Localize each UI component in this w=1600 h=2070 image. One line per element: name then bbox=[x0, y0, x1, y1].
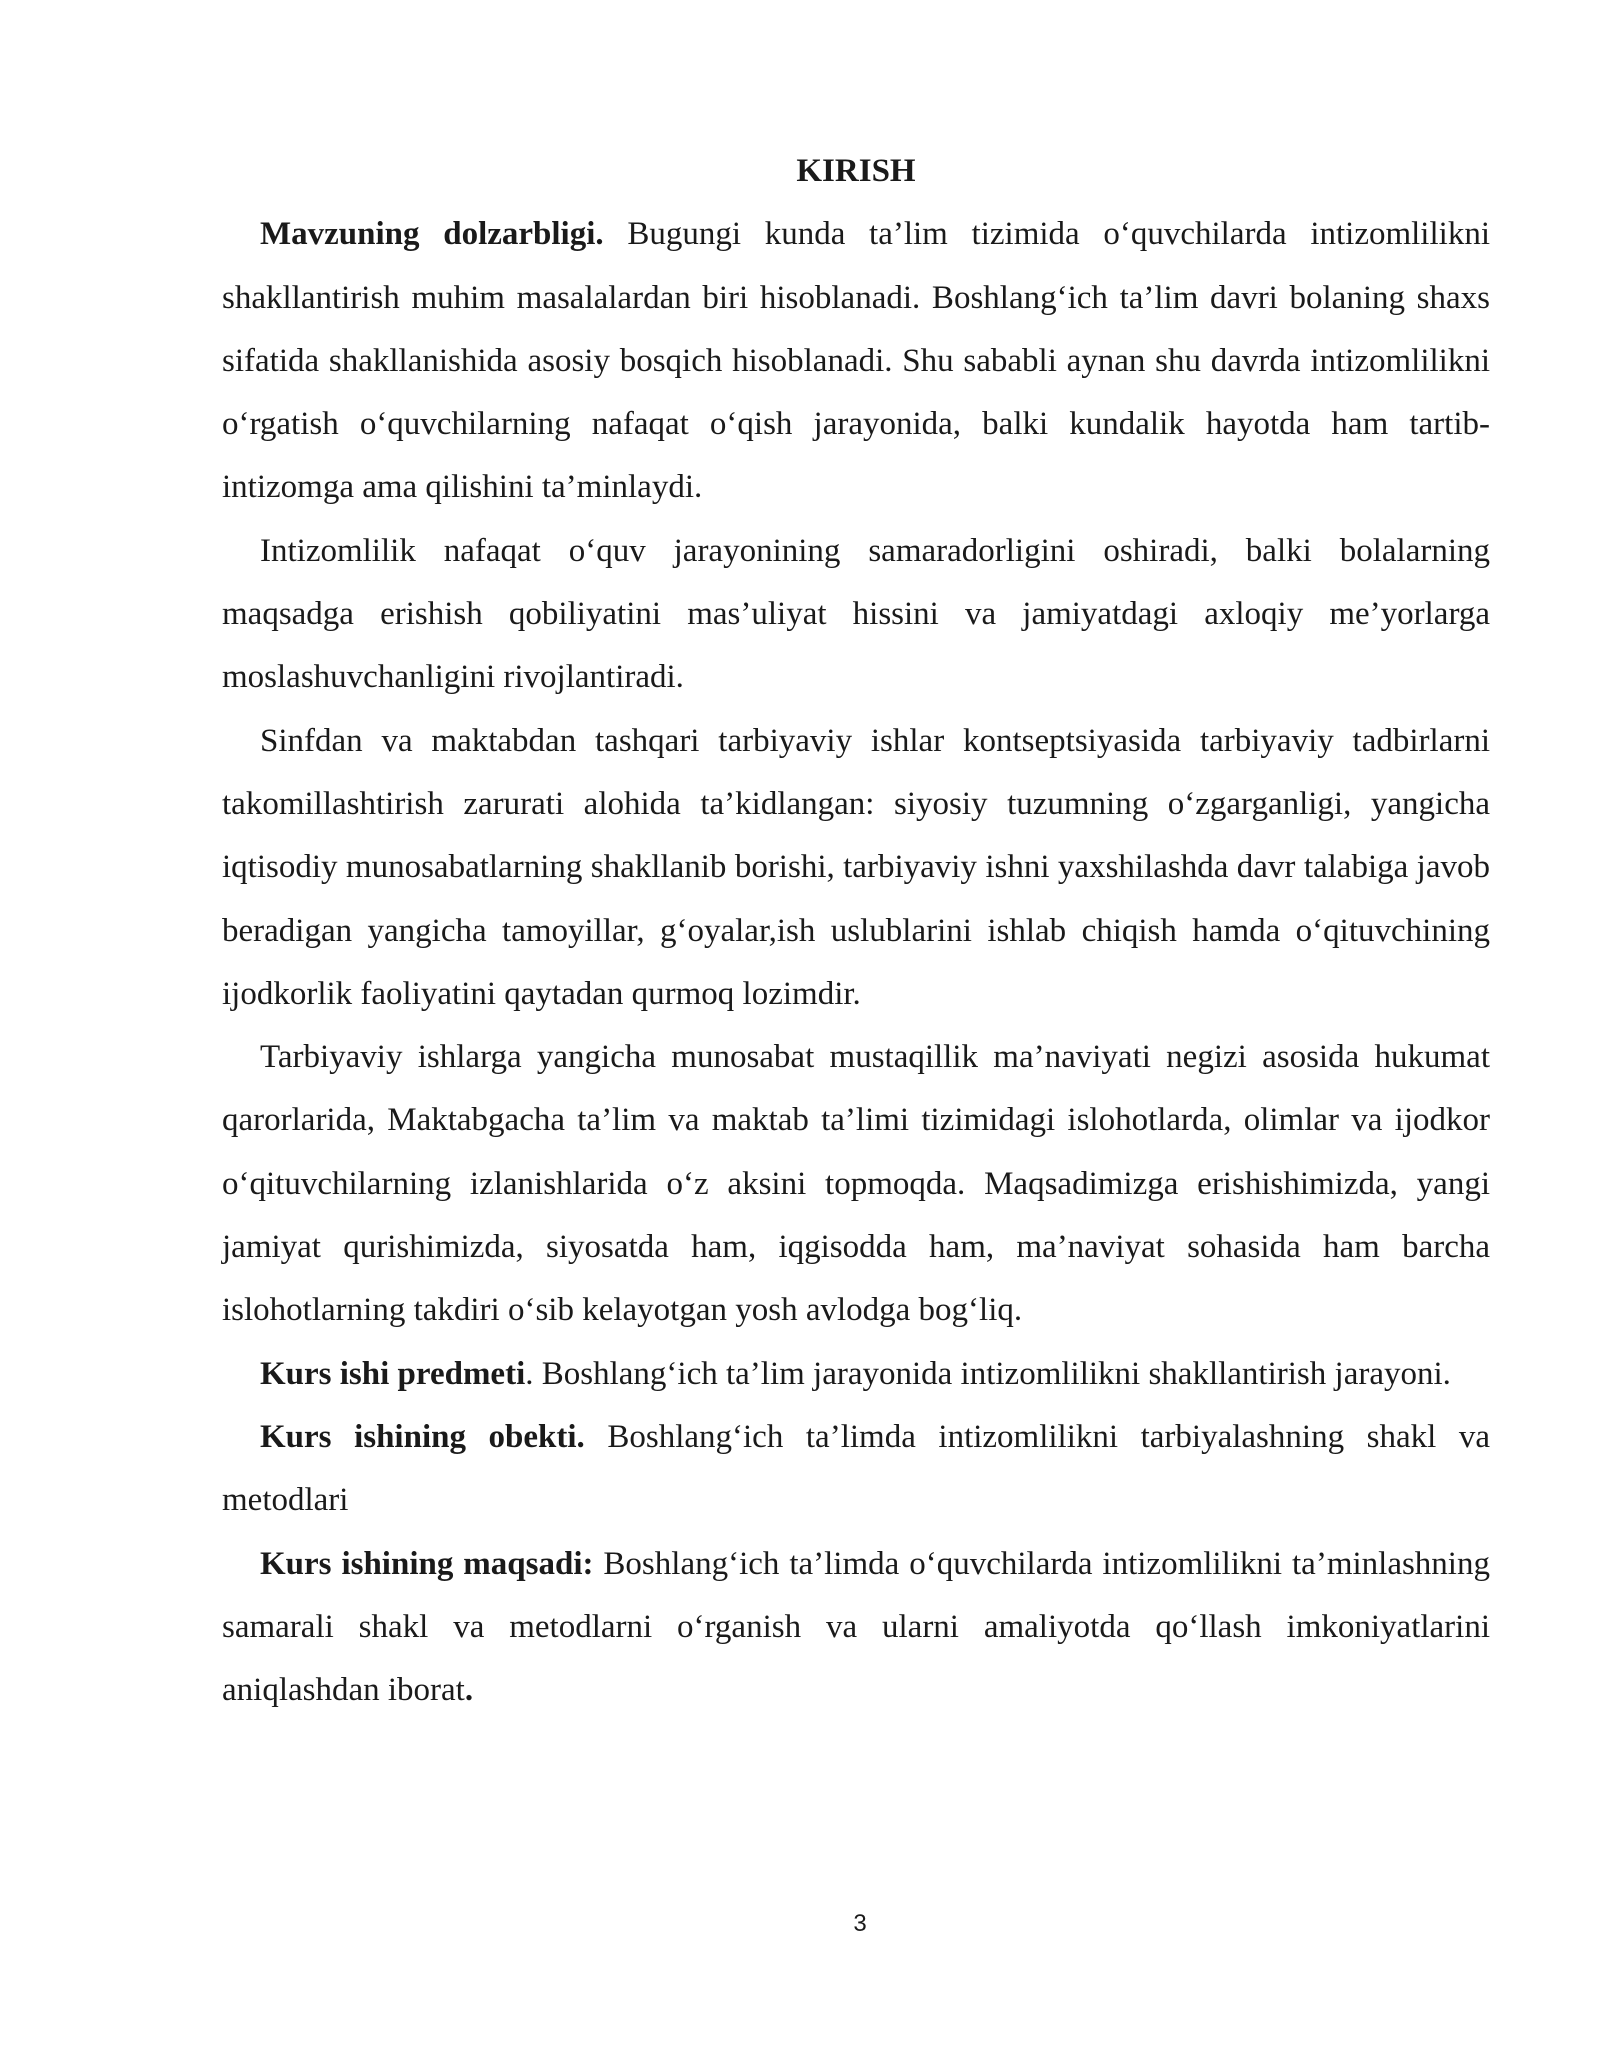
paragraph-text: Tarbiyaviy ishlarga yangicha munosabat mustaqillik ma’naviyati negizi asosida hukumat qarorlarida, Maktabgacha ta’lim va maktab ta’limi tizimidagi islohotlarda, olimlar va ijodkor o‘qituvchilarning izlanishlarida o‘z aksini topmoqda. Maqsadimizga erishishimizda, yangi jamiyat qurishimizda, siyosatda ham, iqgisodda ham, ma’naviyat sohasida ham barcha islohotlarning takdiri o‘sib kelayotgan yosh avlodga bog‘liq. bbox=[222, 1039, 1490, 1329]
paragraph-text: Intizomlilik nafaqat o‘quv jarayonining samaradorligini oshiradi, balki bolalarning maqsadga erishish qobiliyatini mas’uliyat hissini va jamiyatdagi axloqiy me’yorlarga moslashuvchanligini rivojlantiradi. bbox=[222, 532, 1490, 696]
paragraph-tail: . bbox=[464, 1672, 474, 1709]
paragraph-text: Boshlang‘ich ta’limda intizomlilikni tarbiyalashning shakl va metodlari bbox=[222, 1418, 1490, 1519]
paragraph-lead: Kurs ishi predmeti bbox=[260, 1355, 526, 1392]
paragraph-discipline bbox=[222, 520, 1490, 710]
paragraph-approach bbox=[222, 1026, 1490, 1342]
paragraph-goal bbox=[222, 1533, 1490, 1723]
paragraph-object bbox=[222, 1406, 1490, 1533]
paragraph-text: Boshlang‘ich ta’limda o‘quvchilarda intizomlilikni ta’minlashning samarali shakl va metodlarni o‘rganish va ularni amaliyotda qo‘llash imkoniyatlarini aniqlashdan iborat bbox=[222, 1545, 1490, 1709]
paragraph-lead: Kurs ishining obekti. bbox=[260, 1418, 585, 1455]
page-number: 3 bbox=[853, 1910, 867, 1937]
paragraph-lead: Kurs ishining maqsadi: bbox=[260, 1545, 594, 1582]
paragraph-subject bbox=[222, 1343, 1490, 1406]
section-heading: KIRISH bbox=[796, 153, 916, 189]
paragraph-concept bbox=[222, 710, 1490, 1026]
paragraph-relevance bbox=[222, 203, 1490, 519]
paragraph-text: Bugungi kunda ta’lim tizimida o‘quvchilarda intizomlilikni shakllantirish muhim masalalardan biri hisoblanadi. Boshlang‘ich ta’lim davri bolaning shaxs sifatida shakllanishida asosiy bosqich hisoblanadi. Shu sababli aynan shu davrda intizomlilikni o‘rgatish o‘quvchilarning nafaqat o‘qish jarayonida, balki kundalik hayotda ham tartib-intizomga ama qilishini ta’minlaydi. bbox=[222, 216, 1490, 506]
paragraph-lead: Mavzuning dolzarbligi. bbox=[260, 216, 604, 253]
document-body bbox=[222, 140, 1490, 1722]
paragraph-text: . Boshlang‘ich ta’lim jarayonida intizomlilikni shakllantirish jarayoni. bbox=[525, 1355, 1451, 1392]
paragraph-text: Sinfdan va maktabdan tashqari tarbiyaviy ishlar kontseptsiyasida tarbiyaviy tadbirlarni takomillashtirish zarurati alohida ta’kidlangan: siyosiy tuzumning o‘zgarganligi, yangicha iqtisodiy munosabatlarning shakllanib borishi, tarbiyaviy ishni yaxshilashda davr talabiga javob beradigan yangicha tamoyillar, g‘oyalar,ish uslublarini ishlab chiqish hamda o‘qituvchining ijodkorlik faoliyatini qaytadan qurmoq lozimdir. bbox=[222, 722, 1490, 1012]
